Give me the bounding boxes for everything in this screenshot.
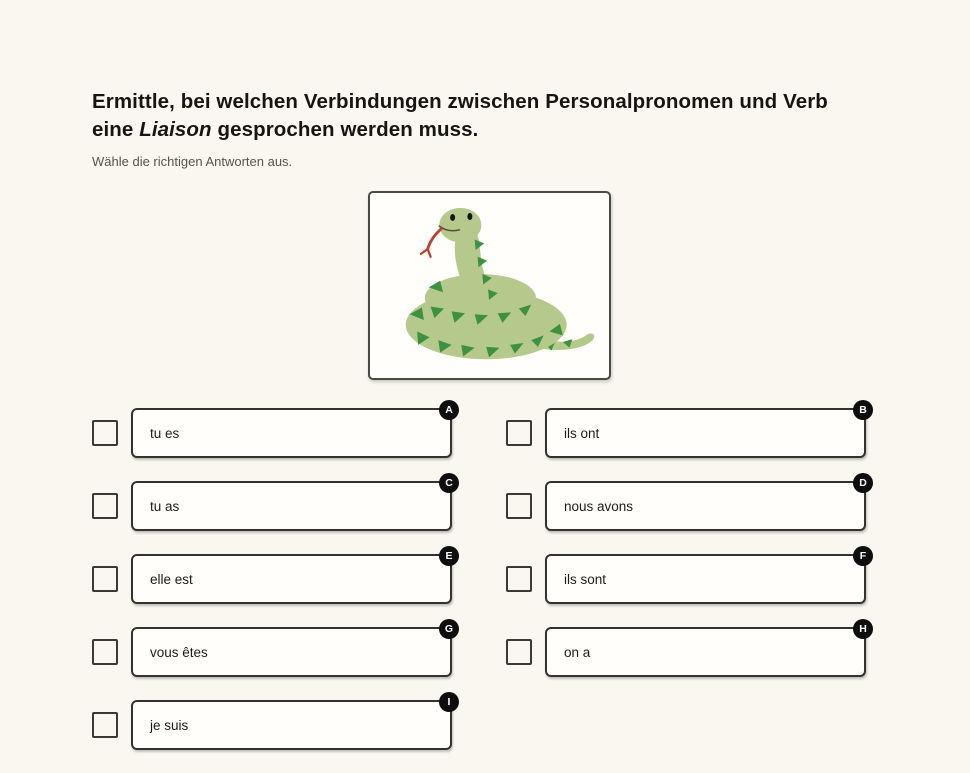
option-letter-badge: H: [853, 619, 873, 639]
option-label: vous êtes: [150, 644, 208, 660]
answer-option[interactable]: [131, 403, 453, 458]
option-letter-badge: A: [439, 400, 459, 420]
question-title: [92, 88, 872, 144]
answer-checkbox[interactable]: [506, 493, 532, 519]
answer-option[interactable]: [131, 549, 453, 604]
answer-checkbox[interactable]: [506, 566, 532, 592]
answer-option[interactable]: [545, 549, 867, 604]
options-grid: [92, 403, 867, 750]
answer-checkbox[interactable]: [506, 639, 532, 665]
question-title-part2: gesprochen werden muss.: [211, 118, 479, 141]
answer-option[interactable]: [131, 622, 454, 677]
answer-option[interactable]: [131, 476, 453, 531]
option-row: [506, 403, 867, 458]
answer-option[interactable]: [545, 622, 867, 677]
answer-option[interactable]: [545, 403, 867, 458]
answer-checkbox[interactable]: [92, 420, 118, 446]
option-row: [92, 549, 453, 604]
answer-option[interactable]: [131, 695, 452, 750]
answer-option[interactable]: [545, 476, 867, 531]
option-label: tu es: [150, 425, 180, 441]
option-label: tu as: [150, 498, 180, 514]
snake-illustration: [375, 198, 605, 373]
option-row: [92, 695, 452, 750]
option-label: je suis: [150, 717, 189, 733]
option-row: [506, 622, 867, 677]
illustration-card: [368, 191, 611, 380]
option-letter-badge: D: [853, 473, 873, 493]
option-label: elle est: [150, 571, 193, 587]
option-label: ils sont: [564, 571, 607, 587]
answer-checkbox[interactable]: [92, 566, 118, 592]
option-label: on a: [564, 644, 591, 660]
option-row: [506, 476, 867, 531]
question-title-part1: Ermittle, bei welchen Verbindungen zwischen Personalpronomen und Verb eine: [92, 90, 828, 141]
option-letter-badge: F: [853, 546, 873, 566]
question-subtitle: Wähle die richtigen Antworten aus.: [92, 154, 293, 169]
option-label: ils ont: [564, 425, 600, 441]
answer-checkbox[interactable]: [92, 639, 118, 665]
answer-checkbox[interactable]: [506, 420, 532, 446]
option-letter-badge: G: [439, 619, 459, 639]
option-letter-badge: B: [853, 400, 873, 420]
question-title-italic: Liaison: [139, 118, 212, 141]
option-row: [92, 403, 453, 458]
option-label: nous avons: [564, 498, 634, 514]
option-letter-badge: C: [439, 473, 459, 493]
option-row: [92, 622, 454, 677]
option-row: [506, 549, 867, 604]
option-letter-badge: I: [439, 692, 459, 712]
option-row: [92, 476, 453, 531]
answer-checkbox[interactable]: [92, 493, 118, 519]
option-letter-badge: E: [439, 546, 459, 566]
answer-checkbox[interactable]: [92, 712, 118, 738]
